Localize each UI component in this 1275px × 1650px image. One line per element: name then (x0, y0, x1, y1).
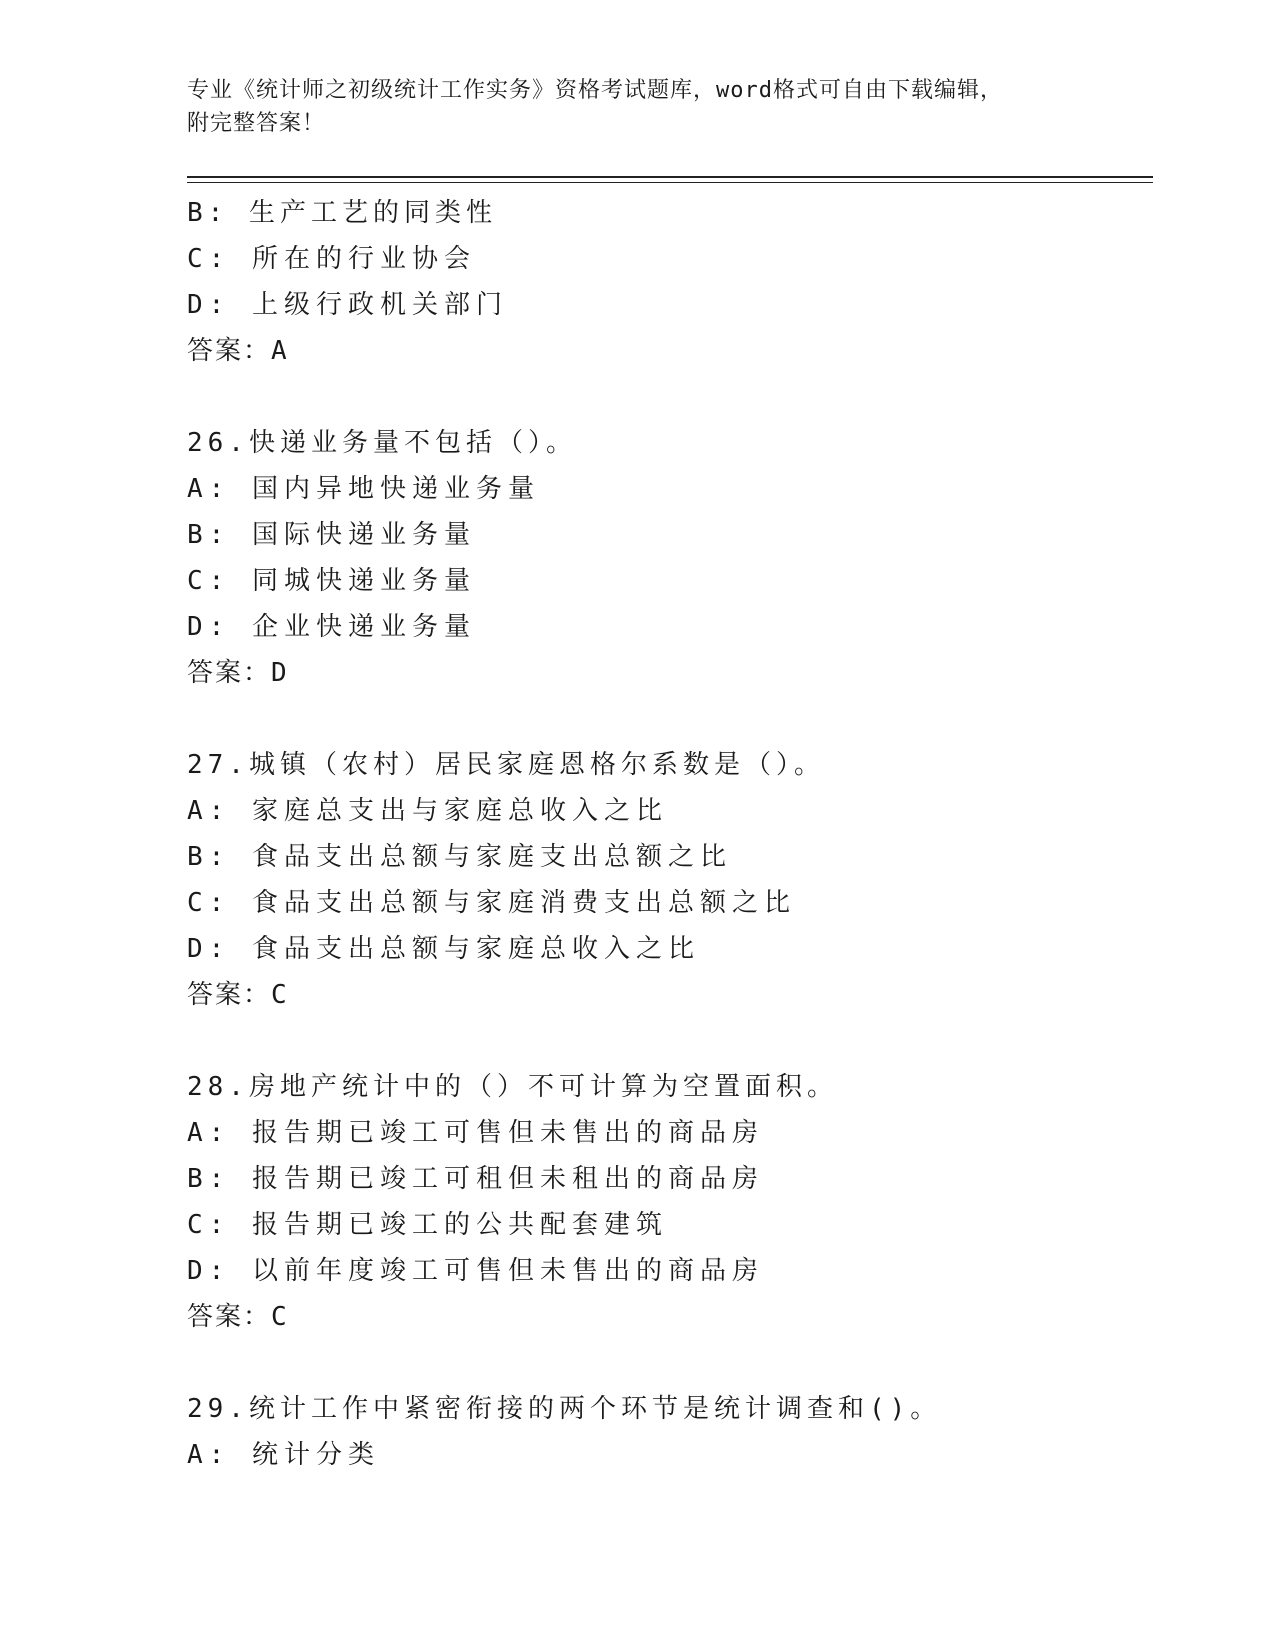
option-b: B: 食品支出总额与家庭支出总额之比 (187, 842, 732, 872)
question-stem: 28.房地产统计中的（）不可计算为空置面积。 (187, 1072, 838, 1102)
spacer (187, 1340, 1153, 1386)
option-d: D: 食品支出总额与家庭总收入之比 (187, 934, 700, 964)
question-list (187, 190, 1153, 1478)
answer-line (187, 1294, 1153, 1340)
option-d: D: 以前年度竣工可售但未售出的商品房 (187, 1256, 764, 1286)
option-b: B: 生产工艺的同类性 (187, 198, 497, 228)
question-25-continued (187, 190, 1153, 374)
spacer (187, 696, 1153, 742)
answer-label: 答案： (187, 336, 272, 366)
answer-line (187, 650, 1153, 696)
question-29 (187, 1386, 1153, 1478)
option-b: B: 国际快递业务量 (187, 520, 476, 550)
answer-value: C (271, 1302, 289, 1332)
question-26 (187, 420, 1153, 696)
header-divider-thin (187, 182, 1153, 183)
answer-value: A (271, 336, 289, 366)
option-c: C: 同城快递业务量 (187, 566, 476, 596)
question-stem: 26.快递业务量不包括（）。 (187, 428, 577, 458)
option-a: A: 报告期已竣工可售但未售出的商品房 (187, 1118, 764, 1148)
answer-label: 答案： (187, 980, 272, 1010)
header-divider-thick (187, 176, 1153, 178)
question-28 (187, 1064, 1153, 1340)
option-a: A: 家庭总支出与家庭总收入之比 (187, 796, 668, 826)
question-stem: 29.统计工作中紧密衔接的两个环节是统计调查和()。 (187, 1394, 942, 1424)
answer-value: C (271, 980, 289, 1010)
document-header: 专业《统计师之初级统计工作实务》资格考试题库，word格式可自由下载编辑， 附完整答案！ (187, 78, 1003, 136)
option-c: C: 所在的行业协会 (187, 244, 476, 274)
answer-label: 答案： (187, 658, 272, 688)
answer-label: 答案： (187, 1302, 272, 1332)
question-stem: 27.城镇（农村）居民家庭恩格尔系数是（）。 (187, 750, 825, 780)
spacer (187, 1018, 1153, 1064)
answer-line (187, 328, 1153, 374)
option-c: C: 食品支出总额与家庭消费支出总额之比 (187, 888, 796, 918)
answer-value: D (271, 658, 289, 688)
option-b: B: 报告期已竣工可租但未租出的商品房 (187, 1164, 764, 1194)
option-d: D: 企业快递业务量 (187, 612, 476, 642)
option-d: D: 上级行政机关部门 (187, 290, 508, 320)
question-27 (187, 742, 1153, 1018)
option-a: A: 统计分类 (187, 1440, 380, 1470)
option-c: C: 报告期已竣工的公共配套建筑 (187, 1210, 668, 1240)
answer-line (187, 972, 1153, 1018)
option-a: A: 国内异地快递业务量 (187, 474, 540, 504)
spacer (187, 374, 1153, 420)
